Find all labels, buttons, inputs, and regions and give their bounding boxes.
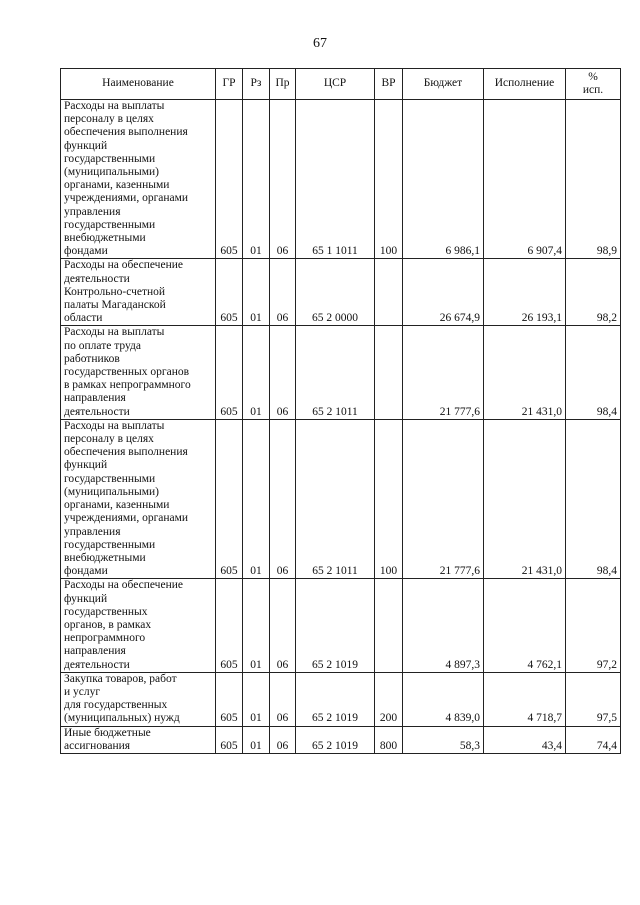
cell-vr: 100 <box>375 100 403 259</box>
name-line: органами, казенными <box>64 179 170 192</box>
table-row <box>61 326 621 419</box>
cell-percent: 98,2 <box>566 259 621 326</box>
name-line: государственными <box>64 472 156 485</box>
table-row <box>61 419 621 578</box>
name-line: обеспечения выполнения <box>64 446 188 459</box>
header-csr: ЦСР <box>296 69 375 100</box>
cell-pr: 06 <box>270 259 296 326</box>
name-line: персоналу в целях <box>64 433 154 446</box>
header-pr: Пр <box>270 69 296 100</box>
name-line: деятельности <box>64 272 130 285</box>
cell-rz: 01 <box>243 672 270 726</box>
name-line: управления <box>64 205 121 218</box>
cell-pr: 06 <box>270 326 296 419</box>
cell-pr: 06 <box>270 726 296 753</box>
cell-rz: 01 <box>243 326 270 419</box>
cell-percent: 98,4 <box>566 326 621 419</box>
cell-vr: 200 <box>375 672 403 726</box>
header-budget: Бюджет <box>403 69 484 100</box>
name-line: государственных <box>64 605 148 618</box>
cell-pr: 06 <box>270 100 296 259</box>
name-line: работников <box>64 352 120 365</box>
cell-name <box>61 672 216 726</box>
cell-pr: 06 <box>270 579 296 672</box>
header-percent-label: исп. <box>582 84 604 96</box>
name-line: Контрольно-счетной <box>64 285 166 298</box>
cell-name <box>61 259 216 326</box>
name-line: (муниципальных) нужд <box>64 712 180 725</box>
cell-execution: 21 431,0 <box>484 419 566 578</box>
name-line: учреждениями, органами <box>64 192 189 205</box>
cell-gr: 605 <box>216 419 243 578</box>
name-line: государственных органов <box>64 366 190 379</box>
name-line: государственными <box>64 218 156 231</box>
cell-gr: 605 <box>216 100 243 259</box>
name-line: в рамках непрограммного <box>64 379 191 392</box>
name-line: и услуг <box>64 685 101 698</box>
cell-execution: 6 907,4 <box>484 100 566 259</box>
cell-percent: 97,5 <box>566 672 621 726</box>
cell-vr: 100 <box>375 419 403 578</box>
table-row <box>61 100 621 259</box>
cell-csr: 65 2 1019 <box>296 579 375 672</box>
name-line: внебюджетными <box>64 551 146 564</box>
cell-csr: 65 2 1019 <box>296 726 375 753</box>
header-vr: ВР <box>375 69 403 100</box>
name-line: (муниципальными) <box>64 166 159 179</box>
cell-csr: 65 2 1011 <box>296 326 375 419</box>
cell-csr: 65 2 0000 <box>296 259 375 326</box>
name-line: Иные бюджетные <box>64 726 151 739</box>
name-line: персоналу в целях <box>64 113 154 126</box>
table-row <box>61 579 621 672</box>
name-line: области <box>64 312 103 325</box>
header-gr: ГР <box>216 69 243 100</box>
cell-vr: 800 <box>375 726 403 753</box>
name-line: управления <box>64 525 121 538</box>
name-line: функций <box>64 139 108 152</box>
header-percent <box>566 69 621 100</box>
cell-vr <box>375 326 403 419</box>
cell-budget: 58,3 <box>403 726 484 753</box>
cell-percent: 97,2 <box>566 579 621 672</box>
cell-name <box>61 100 216 259</box>
table-row <box>61 726 621 753</box>
cell-rz: 01 <box>243 726 270 753</box>
cell-budget: 4 839,0 <box>403 672 484 726</box>
cell-csr: 65 1 1011 <box>296 100 375 259</box>
name-line: непрограммного <box>64 632 146 645</box>
name-line: органами, казенными <box>64 499 170 512</box>
name-line: функций <box>64 459 108 472</box>
cell-budget: 26 674,9 <box>403 259 484 326</box>
cell-rz: 01 <box>243 419 270 578</box>
cell-gr: 605 <box>216 672 243 726</box>
cell-execution: 43,4 <box>484 726 566 753</box>
cell-name <box>61 419 216 578</box>
name-line: функций <box>64 592 108 605</box>
cell-gr: 605 <box>216 579 243 672</box>
cell-rz: 01 <box>243 579 270 672</box>
table-body <box>61 100 621 754</box>
cell-rz: 01 <box>243 259 270 326</box>
name-line: государственными <box>64 152 156 165</box>
name-line: направления <box>64 392 126 405</box>
name-line: Расходы на выплаты <box>64 419 165 432</box>
cell-budget: 6 986,1 <box>403 100 484 259</box>
table-header-row <box>61 69 621 100</box>
name-line: Расходы на обеспечение <box>64 579 183 592</box>
name-line: направления <box>64 645 126 658</box>
name-line: деятельности <box>64 658 130 671</box>
name-line: фондами <box>64 245 108 258</box>
name-line: фондами <box>64 565 108 578</box>
name-line: государственными <box>64 538 156 551</box>
header-rz: Рз <box>243 69 270 100</box>
cell-percent: 98,4 <box>566 419 621 578</box>
header-percent-sign: % <box>588 70 598 83</box>
name-line: ассигнования <box>64 739 131 752</box>
cell-percent: 98,9 <box>566 100 621 259</box>
name-line: Расходы на обеспечение <box>64 259 183 272</box>
cell-execution: 4 718,7 <box>484 672 566 726</box>
cell-execution: 4 762,1 <box>484 579 566 672</box>
cell-pr: 06 <box>270 419 296 578</box>
cell-execution: 26 193,1 <box>484 259 566 326</box>
name-line: по оплате труда <box>64 339 141 352</box>
name-line: деятельности <box>64 405 130 418</box>
cell-csr: 65 2 1011 <box>296 419 375 578</box>
cell-vr <box>375 259 403 326</box>
cell-budget: 4 897,3 <box>403 579 484 672</box>
name-line: для государственных <box>64 699 168 712</box>
header-name: Наименование <box>61 69 216 100</box>
cell-name <box>61 579 216 672</box>
cell-csr: 65 2 1019 <box>296 672 375 726</box>
cell-gr: 605 <box>216 326 243 419</box>
name-line: Расходы на выплаты <box>64 326 165 339</box>
name-line: Закупка товаров, работ <box>64 672 177 685</box>
name-line: обеспечения выполнения <box>64 126 188 139</box>
name-line: (муниципальными) <box>64 485 159 498</box>
cell-pr: 06 <box>270 672 296 726</box>
budget-execution-table <box>60 68 621 754</box>
cell-budget: 21 777,6 <box>403 326 484 419</box>
table-row <box>61 672 621 726</box>
name-line: внебюджетными <box>64 232 146 245</box>
cell-execution: 21 431,0 <box>484 326 566 419</box>
cell-budget: 21 777,6 <box>403 419 484 578</box>
name-line: органов, в рамках <box>64 618 152 631</box>
cell-gr: 605 <box>216 259 243 326</box>
page-number: 67 <box>313 36 327 51</box>
cell-percent: 74,4 <box>566 726 621 753</box>
name-line: палаты Магаданской <box>64 299 166 312</box>
name-line: Расходы на выплаты <box>64 100 165 112</box>
cell-vr <box>375 579 403 672</box>
name-line: учреждениями, органами <box>64 512 189 525</box>
cell-rz: 01 <box>243 100 270 259</box>
table-row <box>61 259 621 326</box>
cell-gr: 605 <box>216 726 243 753</box>
cell-name <box>61 726 216 753</box>
cell-name <box>61 326 216 419</box>
header-execution: Исполнение <box>484 69 566 100</box>
